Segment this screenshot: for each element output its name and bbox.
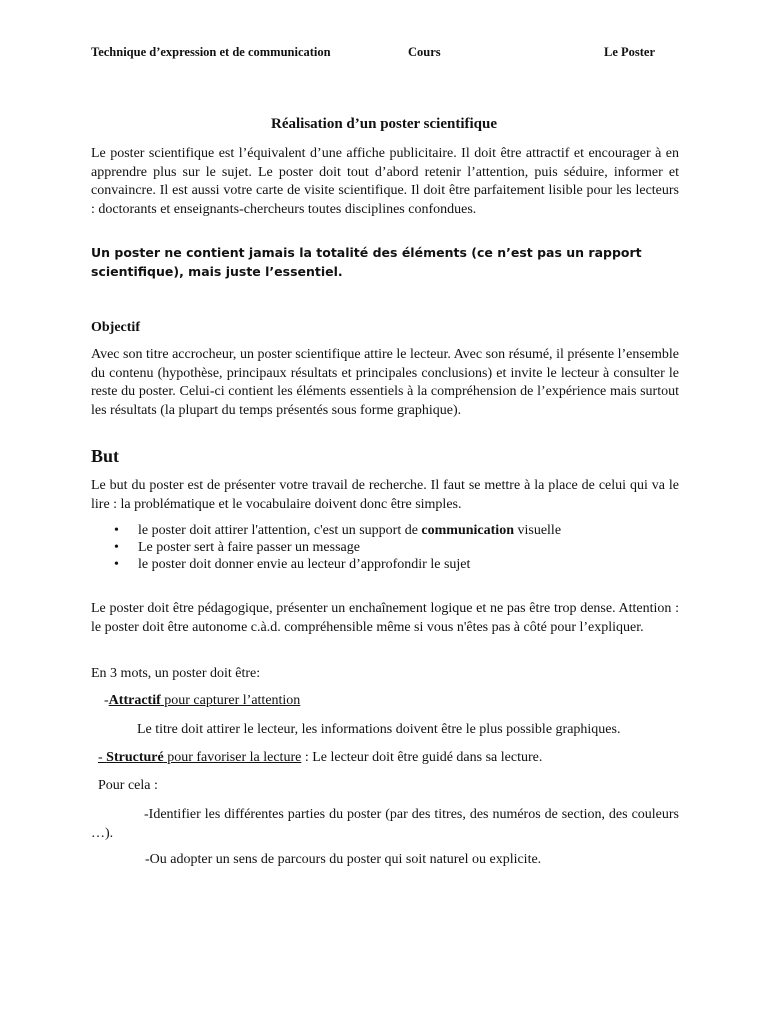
structure-line: - Structuré pour favoriser la lecture : Le lecteur doit être guidé dans sa lecture.	[98, 750, 543, 765]
trois-mots-line: En 3 mots, un poster doit être:	[91, 666, 261, 681]
intro-paragraph: Le poster scientifique est l’équivalent d’une affiche publicitaire. Il doit être attractif et encourager à en apprendre plus sur le sujet. Le poster doit tout d’abord retenir l’attention, puis séduire, informer et convaincre. Il est aussi votre carte de visite scientifique. Il doit être parfaitement lisible pour les lecteurs : doctorants et enseignants-chercheurs toutes disciplines confondues.	[91, 146, 679, 217]
header-course: Technique d’expression et de communication	[91, 45, 331, 59]
list-item: • Le poster sert à faire passer un message	[114, 540, 360, 555]
attractif-detail: Le titre doit attirer le lecteur, les informations doivent être le plus possible graphiques.	[137, 722, 621, 737]
page-title: Réalisation d’un poster scientifique	[271, 116, 497, 132]
attractif-label: Attractif	[108, 693, 161, 708]
attractif-line: -Attractif pour capturer l’attention	[104, 693, 301, 708]
list-item: • le poster doit attirer l'attention, c'est un support de communication visuelle	[114, 523, 562, 538]
list-item: • le poster doit donner envie au lecteur d’approfondir le sujet	[114, 557, 471, 572]
structure-label: Structuré	[106, 750, 164, 765]
header-topic: Le Poster	[604, 45, 656, 59]
pedagogique-paragraph: Le poster doit être pédagogique, présenter un enchaînement logique et ne pas être trop dense. Attention : le poster doit être autonome c.à.d. compréhensible même si vous n'êtes pas à côté pour l’expliquer.	[91, 601, 679, 635]
key-point: Un poster ne contient jamais la totalité des éléments (ce n’est pas un rapport scientifique), mais juste l’essentiel.	[91, 245, 642, 279]
but-paragraph: Le but du poster est de présenter votre travail de recherche. Il faut se mettre à la place de celui qui va le lire : la problématique et le vocabulaire doivent donc être simples.	[91, 478, 679, 512]
section-heading-but: But	[91, 446, 120, 466]
pour-cela-line: Pour cela :	[98, 778, 158, 793]
identifier-paragraph: -Identifier les différentes parties du poster (par des titres, des numéros de section, des couleurs …).	[91, 807, 679, 841]
ou-adopter-line: -Ou adopter un sens de parcours du poster qui soit naturel ou explicite.	[145, 852, 542, 867]
bullet-icon: •	[114, 540, 119, 555]
bullet-icon: •	[114, 523, 119, 538]
header-type: Cours	[408, 45, 441, 59]
section-heading-objectif: Objectif	[91, 320, 140, 335]
bullet-icon: •	[114, 557, 119, 572]
but-bullet-list	[91, 522, 681, 573]
objectif-paragraph: Avec son titre accrocheur, un poster scientifique attire le lecteur. Avec son résumé, il présente l’ensemble du contenu (hypothèse, principaux résultats et principales conclusions) et invite le lecteur à consulter le reste du poster. Celui-ci contient les éléments essentiels à la compréhension de l’expérience mais surtout les résultats (la plupart du temps présentés sous forme graphique).	[91, 347, 679, 418]
